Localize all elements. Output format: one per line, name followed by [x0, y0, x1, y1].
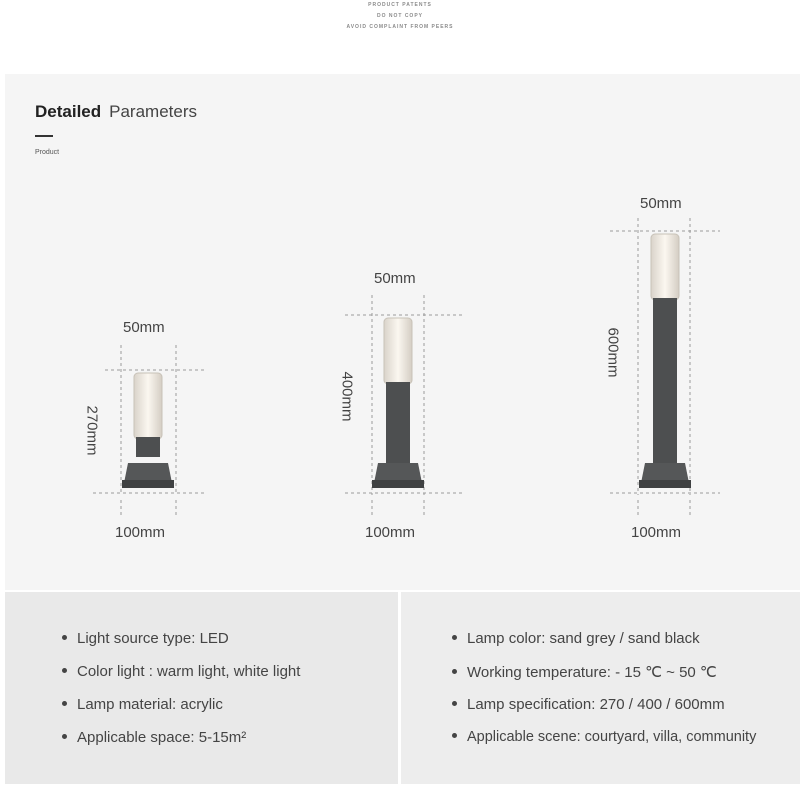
bullet-icon: [452, 733, 457, 738]
spec-item: [452, 630, 700, 647]
lamp-width-label: 50mm: [640, 195, 682, 212]
spec-text: Applicable scene: courtyard, villa, community: [467, 729, 757, 745]
bullet-icon: [452, 701, 457, 706]
spec-text: Lamp color: sand grey / sand black: [467, 630, 700, 647]
lamp-height-label: 400mm: [338, 371, 356, 422]
notice-line: AVOID COMPLAINT FROM PEERS: [346, 24, 454, 30]
bullet-icon: [452, 635, 457, 640]
spec-item: [62, 630, 229, 647]
lamp-base-label: 100mm: [631, 524, 682, 541]
lamp-height-label: 270mm: [83, 405, 101, 456]
spec-text: Color light : warm light, white light: [77, 663, 301, 680]
spec-item: [452, 663, 717, 681]
spec-text: Working temperature: - 15 ℃ ~ 50 ℃: [467, 664, 717, 681]
title-light: Parameters: [109, 102, 198, 121]
lamp-270: [122, 373, 174, 488]
bullet-icon: [62, 668, 67, 673]
notice-line: DO NOT COPY: [376, 13, 423, 19]
notice-line: PRODUCT PATENTS: [368, 2, 432, 8]
bullet-icon: [62, 701, 67, 706]
lamp-400: [372, 318, 424, 488]
spec-text: Lamp specification: 270 / 400 / 600mm: [467, 696, 725, 713]
lamp-base-label: 100mm: [115, 524, 166, 541]
lamp-base-label: 100mm: [365, 524, 416, 541]
spec-item: [62, 663, 300, 680]
spec-panel-right: [401, 592, 800, 784]
spec-text: Lamp material: acrylic: [77, 696, 223, 713]
spec-panel-left: [5, 592, 398, 784]
spec-item: [62, 696, 223, 713]
lamp-width-label: 50mm: [374, 270, 416, 287]
bullet-icon: [452, 669, 457, 674]
spec-text: Light source type: LED: [77, 630, 229, 647]
lamp-width-label: 50mm: [123, 319, 165, 336]
bullet-icon: [62, 635, 67, 640]
spec-item: [452, 729, 756, 745]
spec-item: [62, 729, 246, 746]
section-subtitle: Product: [35, 149, 60, 156]
bullet-icon: [62, 734, 67, 739]
title-bold: Detailed: [35, 102, 102, 121]
lamp-height-label: 600mm: [604, 327, 622, 378]
lamp-600: [639, 234, 691, 488]
spec-item: [452, 696, 725, 713]
spec-text: Applicable space: 5-15m²: [77, 729, 247, 746]
